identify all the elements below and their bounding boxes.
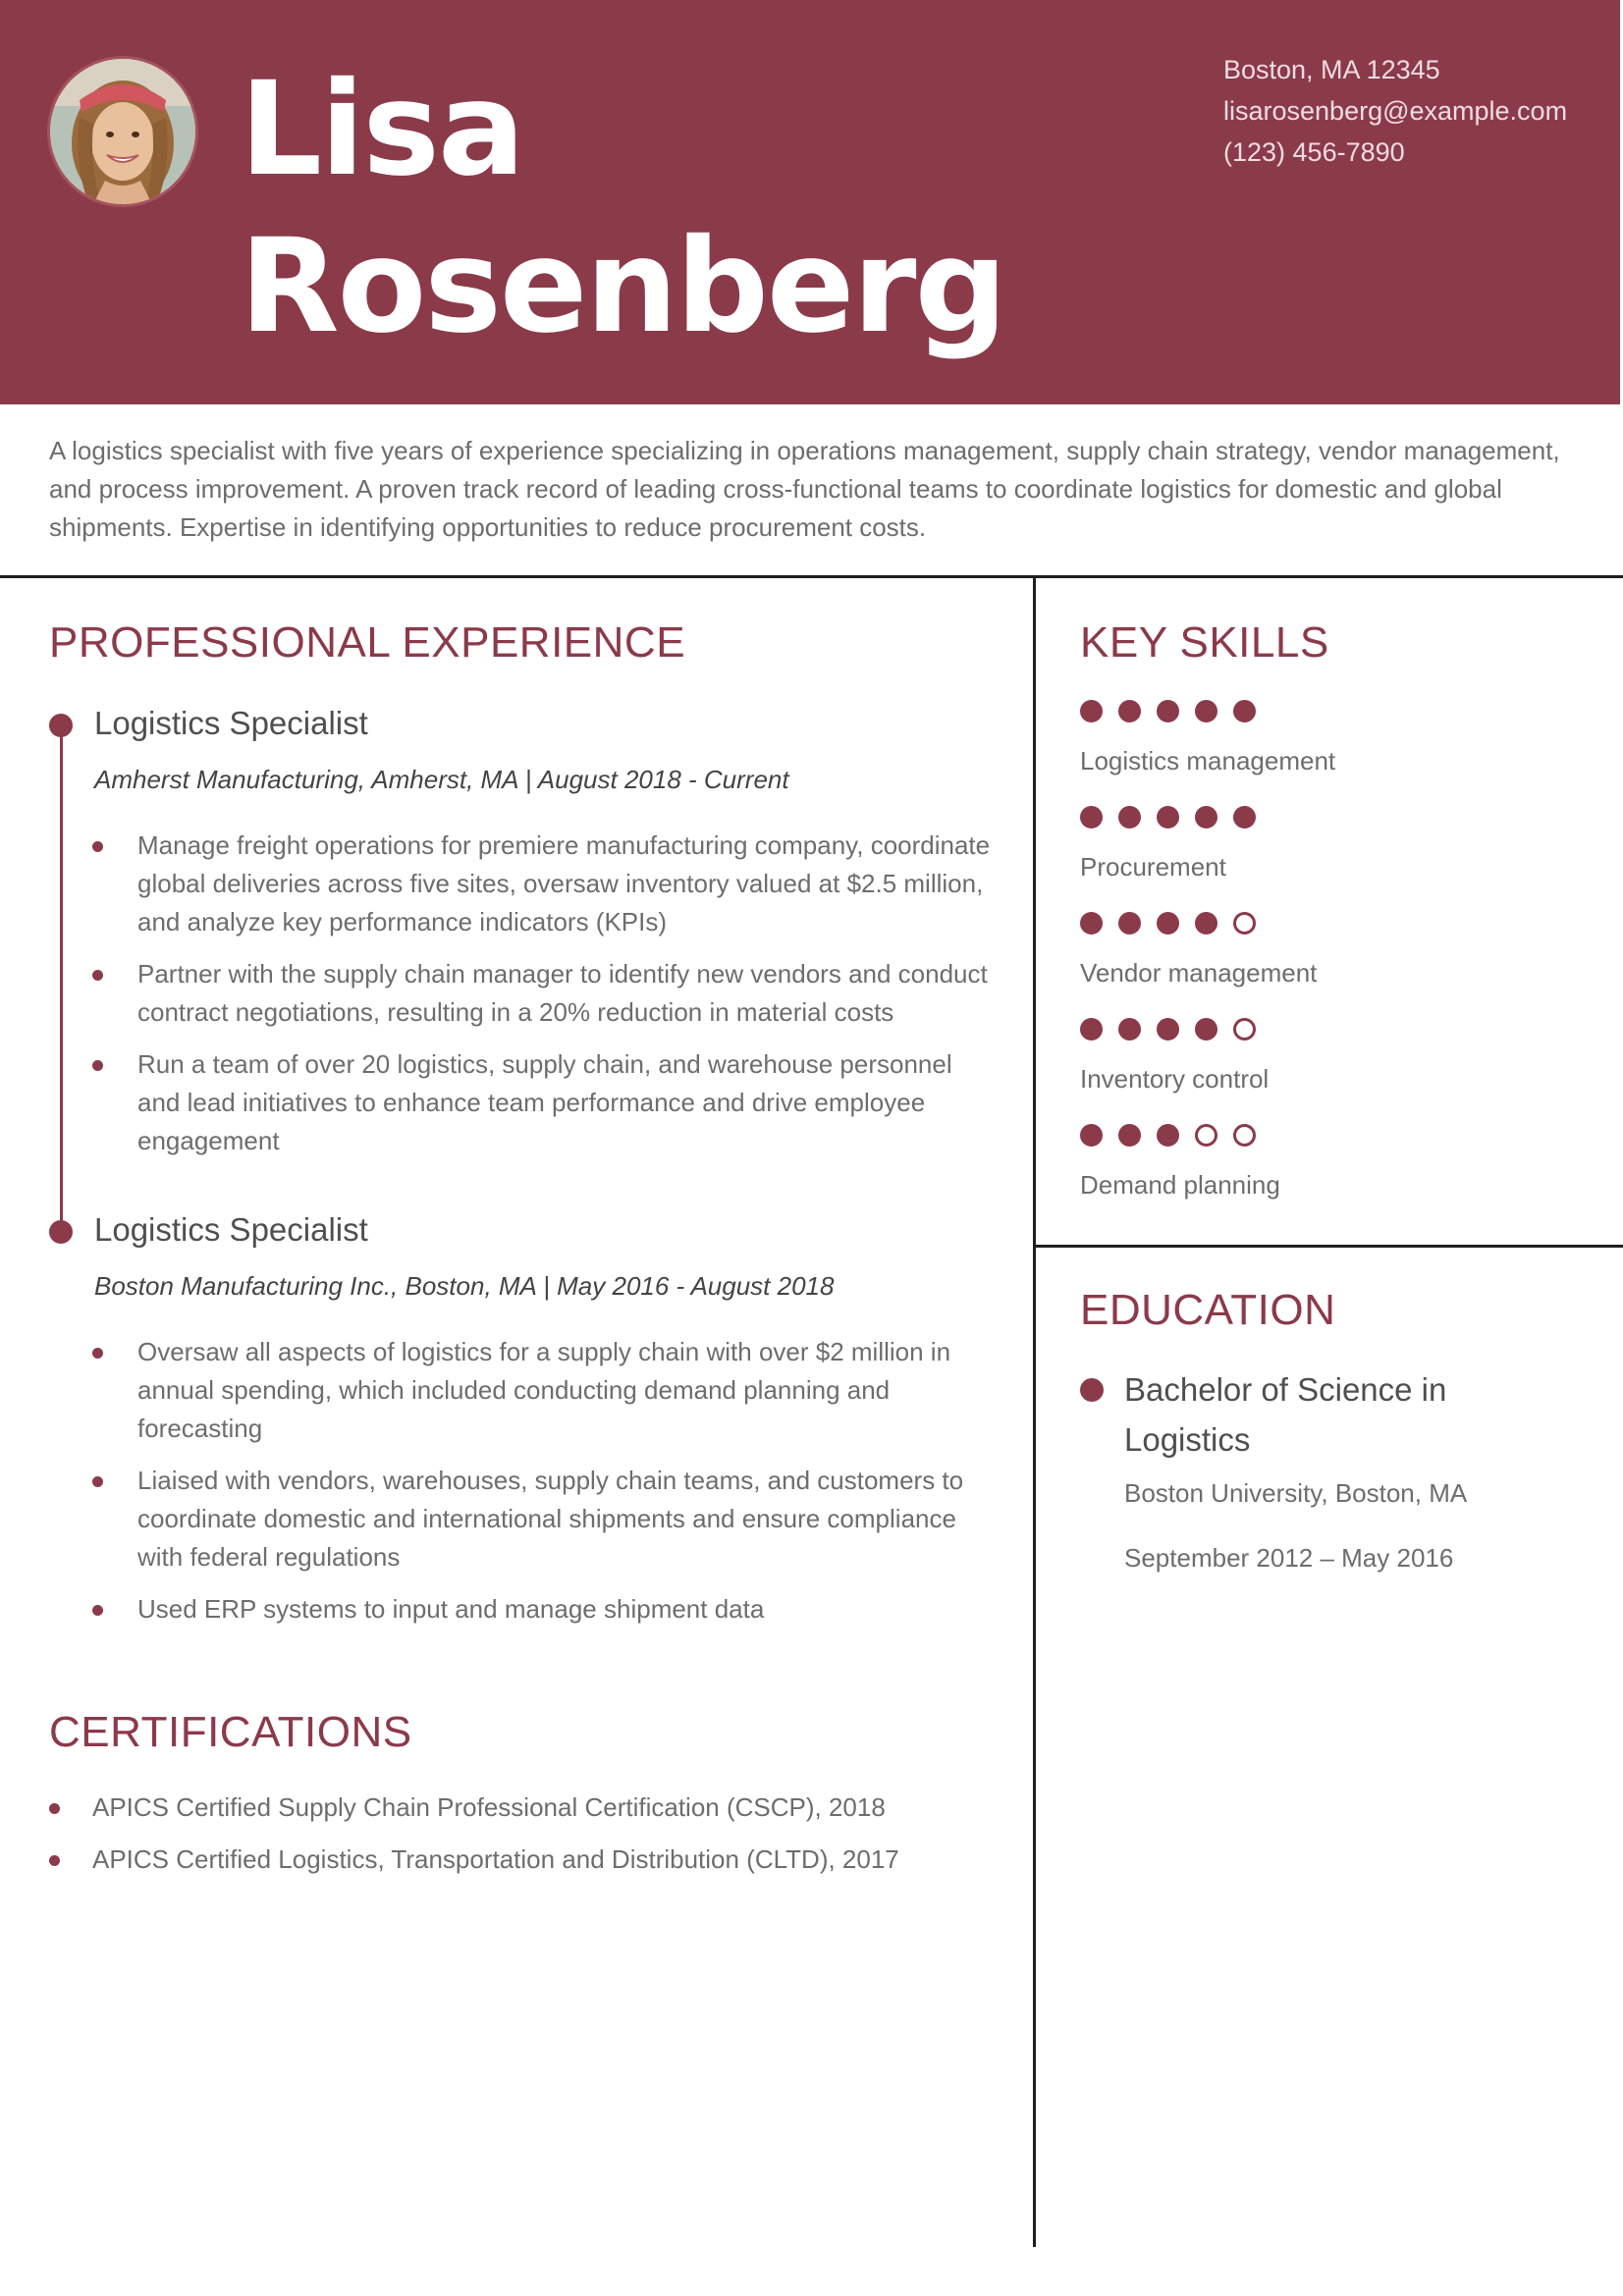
- job-bullet: Oversaw all aspects of logistics for a supply chain with over $2 million in annual spending, which included conducting demand planning and forecasting: [94, 1333, 998, 1448]
- rating-dot-filled: [1157, 700, 1179, 722]
- rating-dot-filled: [1080, 700, 1103, 722]
- divider-summary: [0, 575, 1623, 578]
- header-banner: [0, 0, 1620, 404]
- rating-dot-filled: [1195, 700, 1217, 722]
- skill-name: Procurement: [1080, 852, 1226, 881]
- rating-dot-filled: [1195, 912, 1217, 934]
- skill-name: Logistics management: [1080, 746, 1336, 775]
- education-degree: Bachelor of Science in Logistics: [1124, 1371, 1447, 1458]
- rating-dot-filled: [1118, 700, 1141, 722]
- profile-photo: [47, 56, 198, 207]
- skill-rating: [1080, 699, 1335, 722]
- rating-dot-filled: [1080, 912, 1103, 934]
- contact-phone[interactable]: (123) 456-7890: [1223, 137, 1405, 167]
- job-meta: Amherst Manufacturing, Amherst, MA | August 2018 - Current: [94, 765, 789, 794]
- divider-skills-education: [1033, 1245, 1623, 1248]
- rating-dot-empty: [1195, 1124, 1217, 1147]
- rating-dot-empty: [1233, 1018, 1256, 1041]
- education-dot: [1080, 1378, 1104, 1402]
- job-title: Logistics Specialist: [94, 705, 368, 741]
- skill-item: [1080, 1017, 1269, 1095]
- job-bullet: Liaised with vendors, warehouses, supply chain teams, and customers to coordinate domestic and international shipments and ensure compliance with federal regulations: [94, 1462, 998, 1576]
- skill-item: [1080, 805, 1256, 882]
- job-bullet: Partner with the supply chain manager to identify new vendors and conduct contract negotiations, resulting in a 20% reduction in material costs: [94, 955, 998, 1032]
- job-title: Logistics Specialist: [94, 1211, 368, 1248]
- skill-rating: [1080, 1123, 1280, 1147]
- skill-name: Vendor management: [1080, 958, 1318, 988]
- rating-dot-filled: [1080, 806, 1103, 828]
- skill-item: [1080, 1123, 1280, 1201]
- experience-heading: PROFESSIONAL EXPERIENCE: [49, 618, 686, 667]
- rating-dot-filled: [1118, 912, 1141, 934]
- certifications-list: [49, 1789, 899, 1893]
- rating-dot-filled: [1157, 1018, 1179, 1041]
- divider-columns: [1033, 575, 1036, 2247]
- rating-dot-filled: [1118, 1018, 1141, 1041]
- contact-info: [1223, 49, 1567, 173]
- rating-dot-filled: [1157, 912, 1179, 934]
- candidate-name: [240, 51, 1005, 365]
- skill-name: Demand planning: [1080, 1170, 1280, 1200]
- certifications-heading: CERTIFICATIONS: [49, 1708, 412, 1756]
- rating-dot-filled: [1157, 806, 1179, 828]
- job-bullet: Used ERP systems to input and manage shipment data: [94, 1590, 998, 1629]
- rating-dot-filled: [1233, 700, 1256, 722]
- certification-item: APICS Certified Supply Chain Professional Certification (CSCP), 2018: [49, 1789, 899, 1827]
- rating-dot-filled: [1195, 806, 1217, 828]
- rating-dot-filled: [1157, 1124, 1179, 1147]
- education-dates: September 2012 – May 2016: [1124, 1543, 1454, 1573]
- rating-dot-filled: [1118, 1124, 1141, 1147]
- experience-timeline: [60, 726, 63, 1225]
- job-bullets: [94, 827, 998, 1174]
- skills-heading: KEY SKILLS: [1080, 618, 1329, 667]
- rating-dot-empty: [1233, 1124, 1256, 1147]
- education-heading: EDUCATION: [1080, 1286, 1336, 1334]
- rating-dot-filled: [1233, 806, 1256, 828]
- rating-dot-filled: [1080, 1018, 1103, 1041]
- last-name: Rosenberg: [240, 211, 1005, 362]
- certification-item: APICS Certified Logistics, Transportation and Distribution (CLTD), 2017: [49, 1841, 899, 1879]
- skill-name: Inventory control: [1080, 1064, 1270, 1094]
- timeline-dot: [49, 714, 73, 737]
- education-school: Boston University, Boston, MA: [1124, 1478, 1468, 1508]
- skill-rating: [1080, 1017, 1269, 1041]
- professional-summary: A logistics specialist with five years of experience specializing in operations management, supply chain strategy, vendor management, and process improvement. A proven track record of leading cross-functional teams to coordinate logistics for domestic and global shipments. Expertise in identifying opportunities to reduce procurement costs.: [49, 436, 1560, 542]
- job-bullets: [94, 1333, 998, 1642]
- first-name: Lisa: [240, 54, 523, 205]
- avatar-icon: [50, 59, 195, 204]
- job-bullet: Manage freight operations for premiere manufacturing company, coordinate global deliveries across five sites, oversaw inventory valued at $2.5 million, and analyze key performance indicators (KPIs): [94, 827, 998, 941]
- rating-dot-filled: [1195, 1018, 1217, 1041]
- skill-rating: [1080, 805, 1256, 828]
- rating-dot-filled: [1080, 1124, 1103, 1147]
- rating-dot-filled: [1118, 806, 1141, 828]
- contact-email[interactable]: lisarosenberg@example.com: [1223, 96, 1568, 126]
- skill-item: [1080, 699, 1335, 776]
- rating-dot-empty: [1233, 912, 1256, 934]
- job-meta: Boston Manufacturing Inc., Boston, MA | May 2016 - August 2018: [94, 1271, 835, 1301]
- skill-item: [1080, 911, 1317, 988]
- skill-rating: [1080, 911, 1317, 934]
- job-bullet: Run a team of over 20 logistics, supply chain, and warehouse personnel and lead initiatives to enhance team performance and drive employee engagement: [94, 1045, 998, 1160]
- timeline-dot: [49, 1220, 73, 1244]
- contact-address: Boston, MA 12345: [1223, 55, 1440, 84]
